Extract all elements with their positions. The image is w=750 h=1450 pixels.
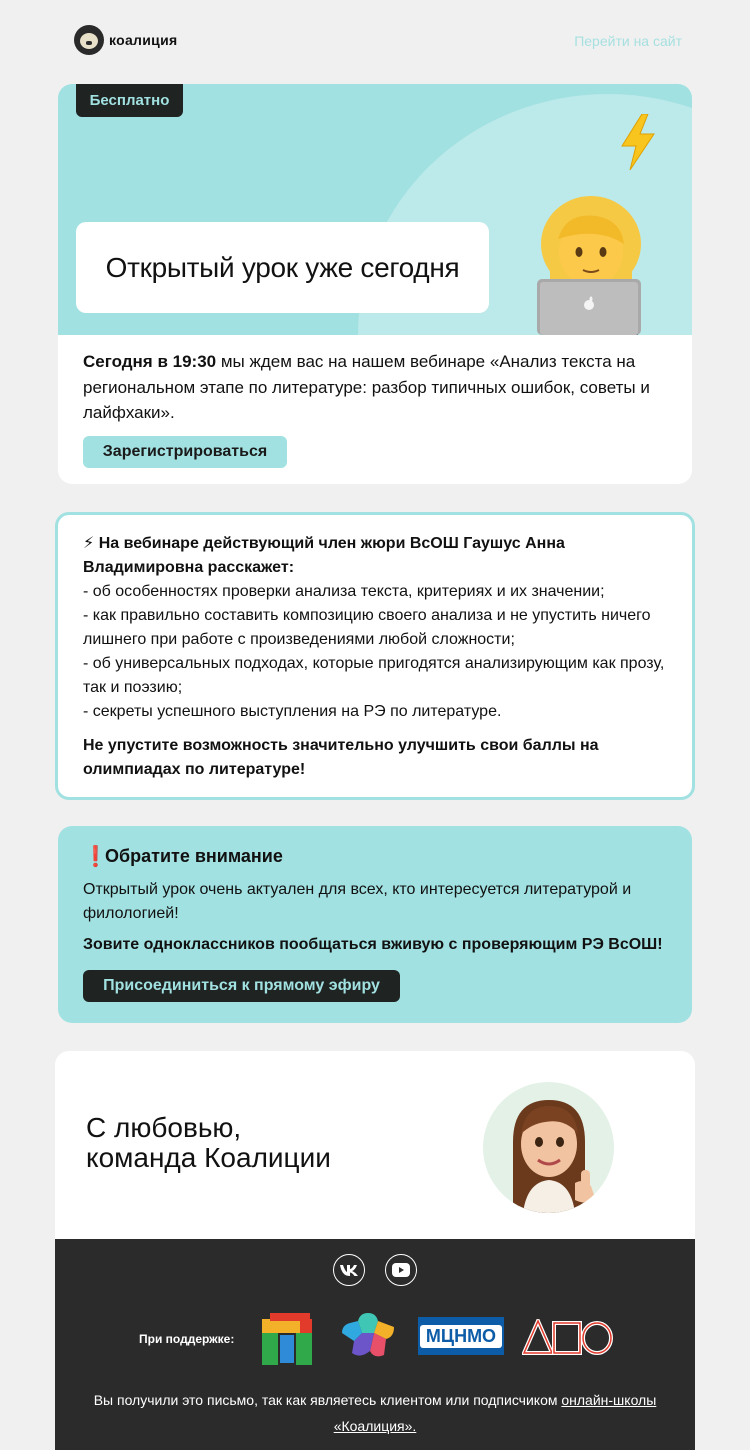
join-stream-button[interactable]: Присоединиться к прямому эфиру: [83, 970, 400, 1002]
speaker-closing: Не упустите возможность значительно улучшить свои баллы на олимпиадах по литературе!: [83, 737, 599, 778]
hero-title: Открытый урок уже сегодня: [105, 251, 460, 283]
vk-icon[interactable]: [333, 1254, 365, 1286]
footer-disclaimer-text: Вы получили это письмо, так как являетесь клиентом или подписчиком: [93, 1392, 562, 1408]
signature: [86, 1113, 331, 1173]
partner-logo-dpo[interactable]: [522, 1319, 614, 1355]
register-button[interactable]: Зарегистрироваться: [83, 436, 287, 468]
footer-disclaimer: [85, 1387, 665, 1439]
notice-bold: Зовите одноклассников пообщаться вживую с проверяющим РЭ ВсОШ!: [83, 936, 663, 953]
woman-with-laptop-icon: [526, 194, 656, 335]
lightning-emoji-icon: ⚡: [83, 535, 95, 552]
partner-logo-mcnmo[interactable]: МЦНМО: [418, 1317, 504, 1355]
memoji-avatar-icon: [483, 1082, 614, 1213]
webinar-description: [83, 349, 673, 426]
exclamation-icon: ❗: [83, 846, 108, 868]
signature-line1: С любовью,: [86, 1112, 242, 1143]
hero-card: [58, 84, 692, 484]
signature-card: [55, 1051, 695, 1241]
hero-banner: [58, 84, 692, 335]
partner-logo-cube[interactable]: [260, 1313, 316, 1365]
speaker-card: [55, 512, 695, 800]
list-item: - об особенностях проверки анализа текста, критериях и их значении;: [83, 583, 605, 600]
lightning-icon: [618, 114, 658, 170]
logo[interactable]: [74, 25, 177, 55]
speaker-intro-text: На вебинаре действующий член жюри ВсОШ Гаушус Анна Владимировна расскажет:: [83, 535, 565, 576]
partner-logo-star[interactable]: [340, 1311, 396, 1363]
youtube-icon[interactable]: [385, 1254, 417, 1286]
footer: [55, 1239, 695, 1450]
notice-card: [58, 826, 692, 1023]
school-link[interactable]: онлайн-школы «Коалиция».: [333, 1392, 657, 1434]
list-item: - об универсальных подходах, которые пригодятся анализирующим как прозу, так и поэзию;: [83, 655, 665, 696]
koala-logo-icon: [74, 25, 104, 55]
hero-title-box: [76, 222, 489, 313]
webinar-time: Сегодня в 19:30: [83, 352, 217, 371]
logo-text: коалиция: [109, 32, 178, 48]
speaker-intro: [83, 532, 673, 580]
webinar-description-text: мы ждем вас на нашем вебинаре «Анализ текста на региональном этапе по литературе: разбор типичных ошибок, советы и лайфхаки».: [83, 352, 650, 422]
list-item: - секреты успешного выступления на РЭ по литературе.: [83, 703, 502, 720]
list-item: - как правильно составить композицию своего анализа и не упустить ничего лишнего при работе с произведениями любой сложности;: [83, 607, 651, 648]
free-badge: Бесплатно: [76, 84, 183, 117]
signature-line2: команда Коалиции: [86, 1142, 331, 1173]
notice-title: [83, 844, 283, 869]
avatar: [483, 1082, 614, 1213]
go-to-site-link[interactable]: Перейти на сайт: [574, 33, 682, 49]
notice-title-text: Обратите внимание: [105, 846, 283, 866]
notice-text: Открытый урок очень актуален для всех, кто интересуется литературой и филологией!: [83, 881, 632, 922]
support-label: При поддержке:: [139, 1332, 235, 1346]
